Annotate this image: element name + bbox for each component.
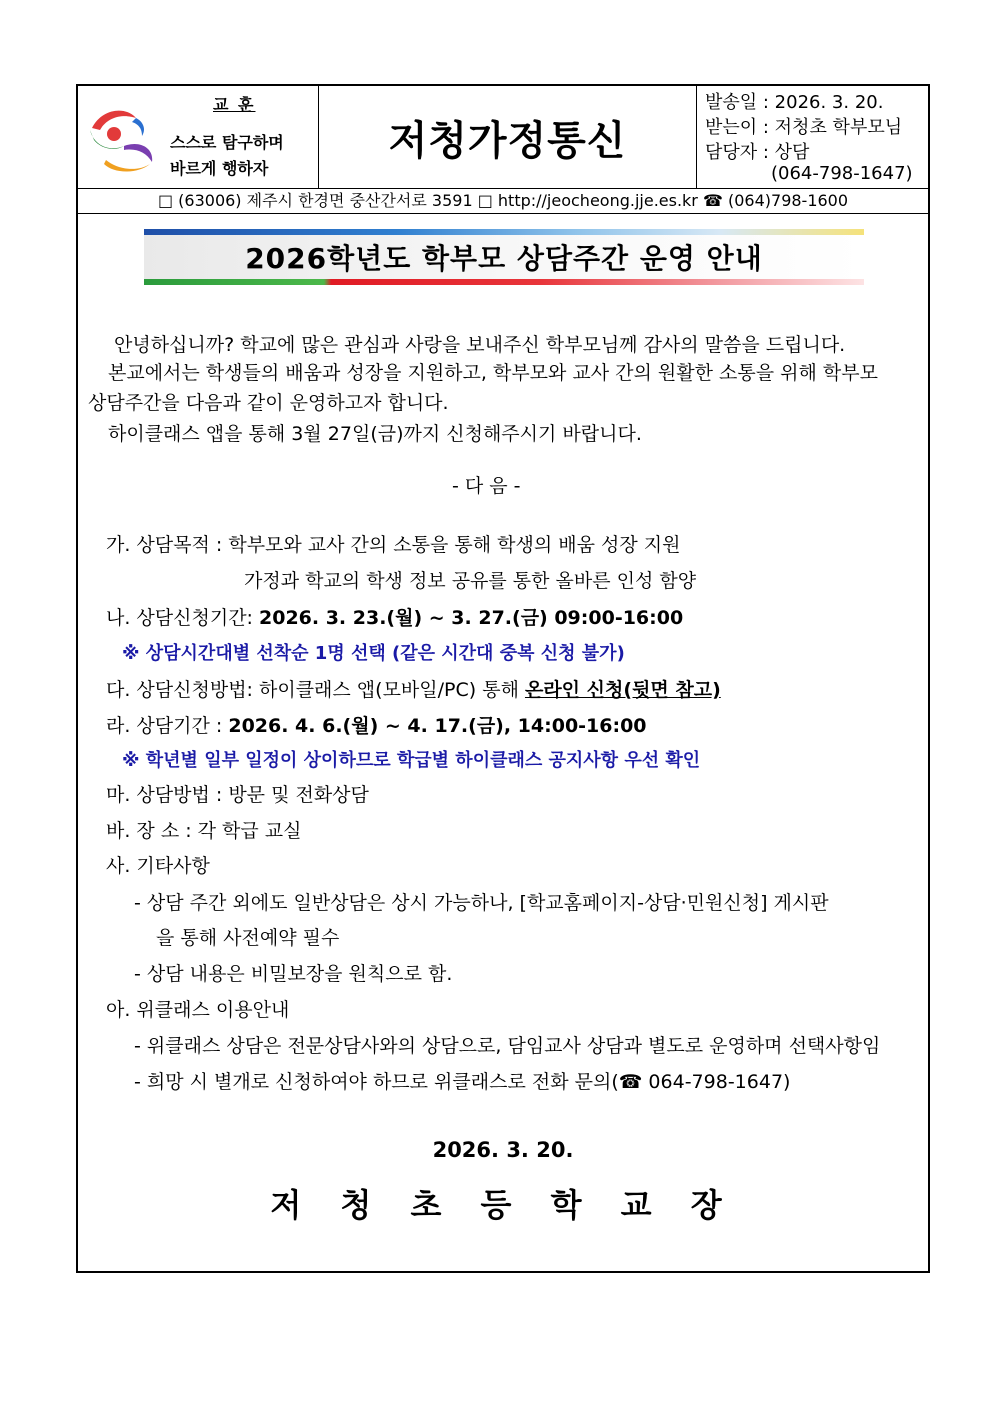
recipient: 받는이 : 저청초 학부모님 xyxy=(705,117,903,138)
item-ra-value: 2026. 4. 6.(월) ~ 4. 17.(금), 14:00-16:00 xyxy=(228,715,647,737)
item-ga-line-2: 가정과 학교의 학생 정보 공유를 통한 올바른 인성 함양 xyxy=(244,570,697,592)
newsletter-title: 저청가정통신 xyxy=(388,117,627,164)
item-na xyxy=(106,603,683,630)
address-line: □ (63006) 제주시 한경면 중산간서로 3591 □ http://jeocheong.jje.es.kr ☎ (064)798-1600 xyxy=(78,189,928,214)
item-ra-label: 라. 상담기간 : xyxy=(106,715,229,737)
item-ga-label: 가. 상담목적 : xyxy=(106,534,229,556)
item-ra-note: ※ 학년별 일부 일정이 상이하므로 학급별 하이클래스 공지사항 우선 확인 xyxy=(122,750,701,771)
item-na-label: 나. 상담신청기간: xyxy=(106,607,259,629)
letterhead xyxy=(78,86,928,189)
item-sa: 사. 기타사항 xyxy=(106,855,210,877)
intro-line-1: 안녕하십니까? 학교에 많은 관심과 사랑을 보내주신 학부모님께 감사의 말씀을 드립니다. xyxy=(114,334,846,356)
title-banner xyxy=(144,229,864,285)
item-na-value: 2026. 3. 23.(월) ~ 3. 27.(금) 09:00-16:00 xyxy=(259,607,684,629)
banner-bottom-stripe xyxy=(144,279,864,285)
school-logo-icon xyxy=(84,100,162,176)
item-da-value: 온라인 신청(뒷면 참고) xyxy=(524,679,721,701)
item-sa-1b: 을 통해 사전예약 필수 xyxy=(156,927,340,949)
signature-name: 저 청 초 등 학 교 장 xyxy=(270,1186,736,1224)
item-ga xyxy=(106,530,680,557)
sent-date: 발송일 : 2026. 3. 20. xyxy=(705,92,884,113)
item-ra xyxy=(106,711,647,738)
contact-phone: (064-798-1647) xyxy=(771,163,913,184)
notice-title: 2026학년도 학부모 상담주간 운영 안내 xyxy=(245,242,763,275)
contact-person: 담당자 : 상담 xyxy=(705,142,810,163)
item-na-note: ※ 상담시간대별 선착순 1명 선택 (같은 시간대 중복 신청 불가) xyxy=(122,643,625,664)
item-sa-1a: - 상담 주간 외에도 일반상담은 상시 가능하나, [학교홈페이지-상담·민원신청] 게시판 xyxy=(134,892,829,914)
da-eum-heading: - 다 음 - xyxy=(452,475,521,497)
item-a-2: - 희망 시 별개로 신청하여야 하므로 위클래스로 전화 문의(☎ 064-798-1647) xyxy=(134,1071,791,1093)
item-ma: 마. 상담방법 : 방문 및 전화상담 xyxy=(106,784,369,806)
intro-line-2: 본교에서는 학생들의 배움과 성장을 지원하고, 학부모와 교사 간의 원활한 소통을 위해 학부모 xyxy=(108,362,878,384)
item-ga-line-1: 학부모와 교사 간의 소통을 통해 학생의 배움 성장 지원 xyxy=(228,534,681,556)
motto-line-2: 바르게 행하자 xyxy=(170,159,269,178)
school-motto-cell xyxy=(78,86,319,188)
item-ba: 바. 장 소 : 각 학급 교실 xyxy=(106,820,302,842)
signature-date: 2026. 3. 20. xyxy=(432,1138,574,1162)
title-cell xyxy=(319,86,697,188)
item-a: 아. 위클래스 이용안내 xyxy=(106,999,290,1021)
intro-line-3: 상담주간을 다음과 같이 운영하고자 합니다. xyxy=(88,392,449,414)
intro-line-4: 하이클래스 앱을 통해 3월 27일(금)까지 신청해주시기 바랍니다. xyxy=(108,423,642,445)
document-frame xyxy=(76,84,930,1273)
item-a-1: - 위클래스 상담은 전문상담사와의 상담으로, 담임교사 상담과 별도로 운영하며 선택사항임 xyxy=(134,1035,881,1057)
item-da xyxy=(106,675,721,702)
motto-line-1: 스스로 탐구하며 xyxy=(170,133,284,152)
item-da-label: 다. 상담신청방법: 하이클래스 앱(모바일/PC) 통해 xyxy=(106,679,525,701)
info-cell xyxy=(697,86,928,188)
motto-title: 교 훈 xyxy=(213,95,256,114)
banner-body xyxy=(144,235,864,279)
item-sa-2: - 상담 내용은 비밀보장을 원칙으로 함. xyxy=(134,963,453,985)
